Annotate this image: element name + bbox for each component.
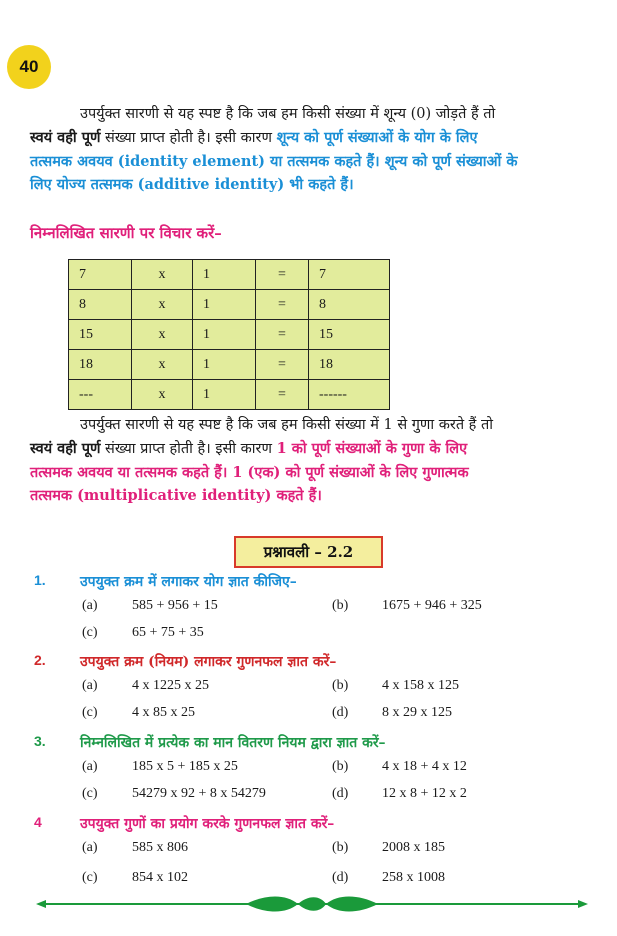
question-item: (b) 4 x 158 x 125 (332, 678, 459, 693)
para2-line2: स्वयं वही पूर्ण संख्या प्राप्त होती है। इसी कारण 1 को पूर्ण संख्याओं के गुणा के लिए (30, 440, 468, 457)
table-cell: x (132, 320, 193, 350)
page-number: 40 (19, 57, 39, 76)
table-cell: 1 (193, 260, 256, 290)
para2-line1: उपर्युक्त सारणी से यह स्पष्ट है कि जब हम किसी संख्या में 1 से गुणा करते हैं तो (80, 417, 494, 433)
question-item: (d) 12 x 8 + 12 x 2 (332, 786, 467, 801)
table-cell: = (256, 260, 309, 290)
question-item: (a) 585 x 806 (82, 840, 188, 855)
table-cell: 1 (193, 290, 256, 320)
table-cell: 7 (309, 260, 390, 290)
question-item: (c) 854 x 102 (82, 870, 188, 885)
table-cell: x (132, 260, 193, 290)
table-cell: = (256, 350, 309, 380)
table-row (69, 320, 390, 350)
question-text: निम्नलिखित में प्रत्येक का मान वितरण नियम द्वारा ज्ञात करें– (80, 735, 386, 751)
table-cell: 8 (69, 290, 132, 320)
table-heading: निम्नलिखित सारणी पर विचार करें– (30, 224, 222, 242)
table-cell: x (132, 350, 193, 380)
question-item: (b) 2008 x 185 (332, 840, 445, 855)
ornamental-divider (36, 894, 588, 914)
para2-line4: तत्समक (multiplicative identity) कहते हैं। (30, 487, 322, 504)
divider-ornament-left (246, 897, 298, 912)
divider-ornament-center (298, 897, 326, 911)
question-number: 2. (34, 652, 46, 668)
divider-ornament-right (326, 897, 378, 912)
question-number: 3. (34, 733, 46, 749)
table-cell: = (256, 290, 309, 320)
exercise-title: प्रश्नावली – 2.2 (234, 536, 383, 568)
divider-arrow-right (578, 900, 588, 908)
divider-arrow-left (36, 900, 46, 908)
table-row (69, 260, 390, 290)
question-item: (a) 4 x 1225 x 25 (82, 678, 209, 693)
question-item: (d) 258 x 1008 (332, 870, 445, 885)
table-row (69, 290, 390, 320)
question-item: (d) 8 x 29 x 125 (332, 705, 452, 720)
page-number-badge (7, 45, 51, 89)
question-item: (b) 1675 + 946 + 325 (332, 598, 482, 613)
table-cell: x (132, 380, 193, 410)
para1-line4: लिए योज्य तत्समक (additive identity) भी कहते हैं। (30, 176, 354, 193)
question-item: (c) 54279 x 92 + 8 x 54279 (82, 786, 266, 801)
table-row (69, 350, 390, 380)
table-cell: --- (69, 380, 132, 410)
table-cell: 1 (193, 320, 256, 350)
table-cell: = (256, 320, 309, 350)
question-text: उपयुक्त गुणों का प्रयोग करके गुणनफल ज्ञात करें– (80, 816, 335, 832)
table-cell: x (132, 290, 193, 320)
table-cell: = (256, 380, 309, 410)
question-item: (c) 4 x 85 x 25 (82, 705, 195, 720)
para2-line3: तत्समक अवयव या तत्समक कहते हैं। 1 (एक) को पूर्ण संख्याओं के लिए गुणात्मक (30, 464, 469, 481)
table-cell: 1 (193, 380, 256, 410)
para1-line3: तत्समक अवयव (identity element) या तत्समक कहते हैं। शून्य को पूर्ण संख्याओं के (30, 153, 518, 170)
table-cell: 15 (309, 320, 390, 350)
table-cell: 18 (309, 350, 390, 380)
paragraph-additive-identity (30, 103, 585, 196)
table-cell: 7 (69, 260, 132, 290)
paragraph-multiplicative-identity (30, 414, 585, 507)
table-cell: 18 (69, 350, 132, 380)
para1-line1: उपर्युक्त सारणी से यह स्पष्ट है कि जब हम किसी संख्या में शून्य (0) जोड़ते हैं तो (80, 106, 496, 122)
question-number: 4 (34, 814, 42, 830)
para1-line2: स्वयं वही पूर्ण संख्या प्राप्त होती है। इसी कारण शून्य को पूर्ण संख्याओं के योग के लिए (30, 129, 478, 146)
question-number: 1. (34, 572, 46, 588)
question-item: (c) 65 + 75 + 35 (82, 625, 204, 640)
question-item: (a) 185 x 5 + 185 x 25 (82, 759, 238, 774)
question-text: उपयुक्त क्रम (नियम) लगाकर गुणनफल ज्ञात करें– (80, 654, 337, 670)
question-item: (a) 585 + 956 + 15 (82, 598, 218, 613)
table-cell: ------ (309, 380, 390, 410)
question-item: (b) 4 x 18 + 4 x 12 (332, 759, 467, 774)
identity-table (68, 259, 390, 410)
table-cell: 8 (309, 290, 390, 320)
table-cell: 15 (69, 320, 132, 350)
question-text: उपयुक्त क्रम में लगाकर योग ज्ञात कीजिए– (80, 574, 297, 590)
table-cell: 1 (193, 350, 256, 380)
table-row (69, 380, 390, 410)
